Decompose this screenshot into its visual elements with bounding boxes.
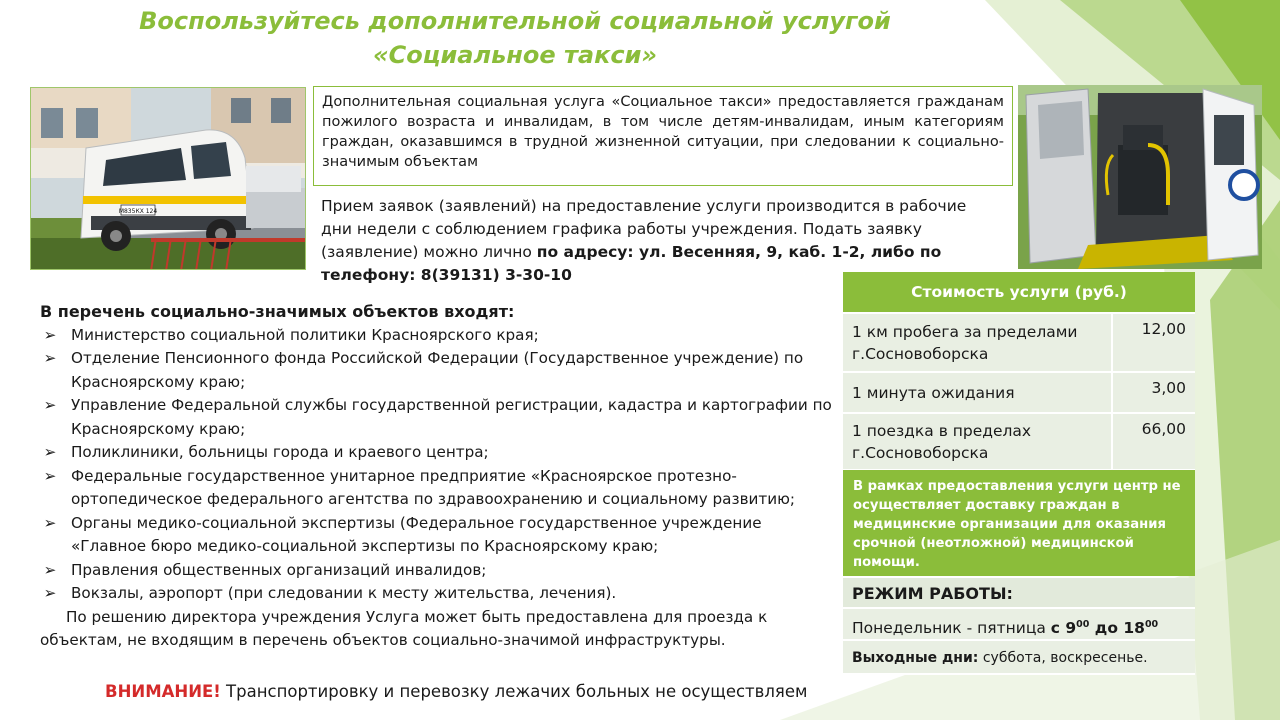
warning-text: Транспортировку и перевозку лежачих больных не осуществляем <box>220 682 808 701</box>
emergency-care-note: В рамках предоставления услуги центр не осуществляет доставку граждан в медицинские организации для оказания срочной (неотложной) медицинской помощи. <box>843 470 1195 576</box>
work-hours <box>843 578 1195 675</box>
price-value: 12,00 <box>1111 314 1195 373</box>
taxi-van-illustration <box>31 88 306 270</box>
page-title <box>0 4 1030 72</box>
warning-label: ВНИМАНИЕ! <box>105 682 221 701</box>
price-table <box>843 272 1195 471</box>
arrow-bullet-icon: ➢ <box>43 443 57 461</box>
arrow-bullet-icon: ➢ <box>43 325 57 344</box>
service-description: Дополнительная социальная услуга «Социальное такси» предоставляется гражданам пожилого возраста и инвалидам, в том числе детям-инвалидам, иным категориям граждан, оказавшимся в трудной жизненной ситуации, при следовании к социально-значимым объектам <box>313 86 1013 186</box>
price-table-header: Стоимость услуги (руб.) <box>843 272 1195 314</box>
table-row <box>843 414 1195 471</box>
taxi-van-photo <box>30 87 306 270</box>
list-item: ➢ Правления общественных организаций инвалидов; <box>40 559 840 583</box>
van-interior-photo <box>1018 85 1262 269</box>
title-line-1: Воспользуйтесь дополнительной социальной услугой <box>139 7 891 35</box>
application-address: по адресу: ул. Весенняя, 9, каб. 1-2, либо по телефону: 8(39131) 3-30-10 <box>321 243 942 284</box>
price-value: 66,00 <box>1111 414 1195 471</box>
arrow-bullet-icon: ➢ <box>43 513 57 532</box>
list-item: ➢ Органы медико-социальной экспертизы (Федеральное государственное учреждение «Главное бюро медико-социальной экспертизы по Красноярскому краю; <box>40 512 840 559</box>
list-item: ➢ Вокзалы, аэропорт (при следовании к месту жительства, лечения). <box>40 582 840 606</box>
list-item: ➢ Федеральные государственное унитарное предприятие «Красноярское протезно-ортопедическое федерального агентства по здравоохранению и социальному развитию; <box>40 465 840 512</box>
work-hours-title: РЕЖИМ РАБОТЫ: <box>843 578 1195 609</box>
warning-notice <box>105 681 965 703</box>
van-interior-illustration <box>1018 85 1262 269</box>
list-item: ➢ Поликлиники, больницы города и краевого центра; <box>40 441 840 465</box>
table-row <box>843 373 1195 414</box>
weekend-days: Выходные дни: суббота, воскресенье. <box>843 641 1195 675</box>
arrow-bullet-icon: ➢ <box>43 584 57 602</box>
license-plate: М835КХ 124 <box>118 208 158 215</box>
price-value: 3,00 <box>1111 373 1195 414</box>
list-item: ➢ Отделение Пенсионного фонда Российской Федерации (Государственное учреждение) по Красноярскому краю; <box>40 347 840 394</box>
table-row <box>843 314 1195 373</box>
arrow-bullet-icon: ➢ <box>43 349 57 367</box>
objects-list <box>40 324 840 606</box>
price-label: 1 поездка в пределах г.Сосновоборска <box>843 414 1111 471</box>
arrow-bullet-icon: ➢ <box>43 466 57 485</box>
price-label: 1 км пробега за пределами г.Сосновоборска <box>843 314 1111 373</box>
title-line-2: «Социальное такси» <box>373 41 657 69</box>
list-item: ➢ Министерство социальной политики Красноярского края; <box>40 324 840 348</box>
application-text: Прием заявок (заявлений) на предоставление услуги производится в рабочие дни недели с соблюдением графика работы учреждения. Подать заявку (заявление) можно лично <box>321 197 967 261</box>
objects-closing-note: По решению директора учреждения Услуга может быть предоставлена для проезда к объектам, не входящим в перечень объектов социально-значимой инфраструктуры. <box>40 607 768 649</box>
arrow-bullet-icon: ➢ <box>43 396 57 414</box>
arrow-bullet-icon: ➢ <box>43 560 57 579</box>
list-item: ➢ Управление Федеральной службы государственной регистрации, кадастра и картографии по Красноярскому краю; <box>40 394 840 441</box>
social-objects-section <box>40 300 840 653</box>
price-label: 1 минута ожидания <box>843 373 1111 414</box>
weekday-hours: Понедельник - пятница с $9^{00}$ до $18^{00}$ <box>843 609 1195 641</box>
objects-heading: В перечень социально-значимых объектов входят: <box>40 302 515 321</box>
